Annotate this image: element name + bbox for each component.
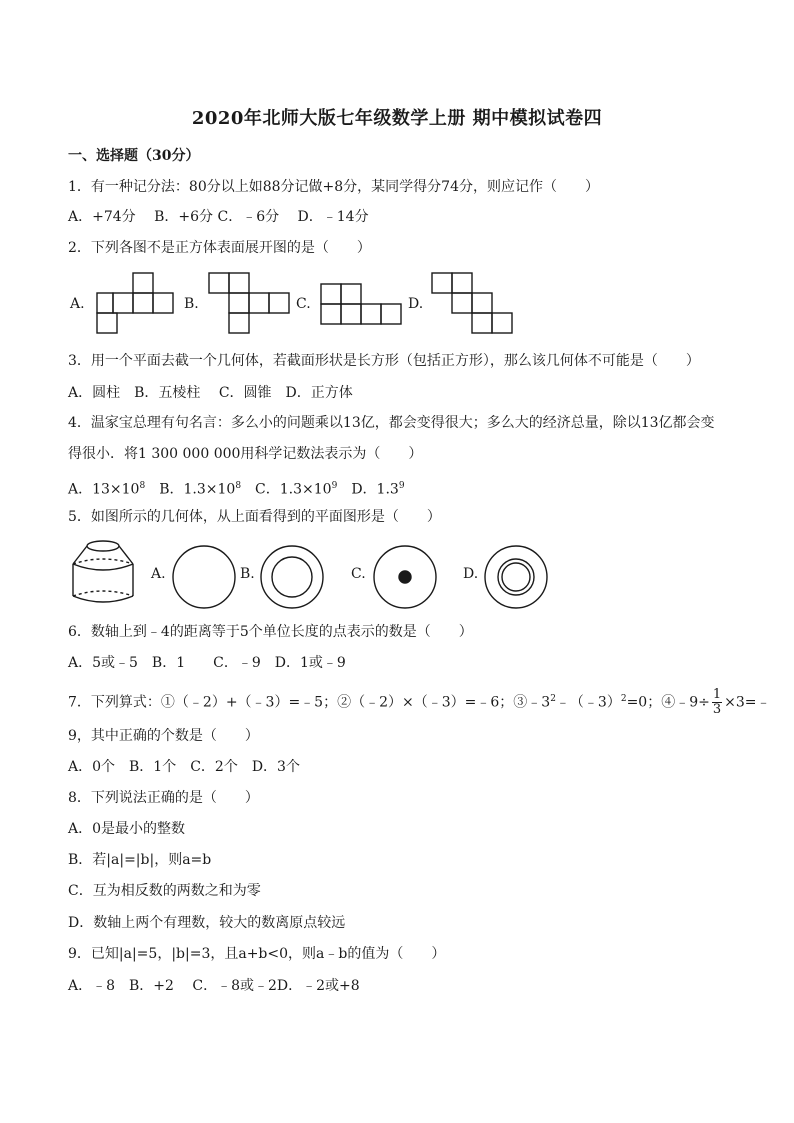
q7-fraction-denominator: 3 (712, 702, 722, 717)
q7-fraction-numerator: 1 (712, 687, 722, 702)
q2-label-b: B. (184, 296, 199, 312)
q3-stem: 3．用一个平面去截一个几何体，若截面形状是长方形（包括正方形），那么该几何体不可能是（ ） (68, 353, 700, 369)
q7-stem-part-d: ×3=﹣ (724, 694, 771, 711)
q5-option-a-circle (170, 543, 238, 611)
q8-option-c: C．互为相反数的两数之和为零 (68, 883, 261, 899)
q2-net-a (95, 272, 185, 336)
q4-option-d: D．1.3 (337, 481, 399, 498)
q2-label-d: D. (408, 296, 424, 312)
q4-option-c-exponent: 9 (331, 481, 338, 491)
q3-options: A．圆柱 B．五棱柱 C．圆锥 D．正方体 (68, 385, 353, 401)
q5-label-c: C. (351, 566, 366, 582)
q7-exponent-1: 2 (550, 693, 556, 704)
q2-label-c: C. (296, 296, 311, 312)
q1-stem: 1．有一种记分法：80分以上如88分记做+8分，某同学得分74分，则应记作（ ） (68, 179, 599, 195)
q2-label-a: A. (70, 296, 85, 312)
q7-stem-line2: 9，其中正确的个数是（ ） (68, 728, 259, 744)
q4-stem-line1: 4．温家宝总理有句名言：多么小的问题乘以13亿，都会变得很大；多么大的经济总量，除以13亿都会变 (68, 415, 715, 431)
q5-option-b-rings (258, 543, 326, 611)
q4-option-c: C．1.3×10 (241, 481, 332, 498)
q4-option-b: B．1.3×10 (145, 481, 236, 498)
q1-options: A．+74分 B．+6分 C．﹣6分 D．﹣14分 (68, 209, 369, 225)
q9-options: A．﹣8 B．+2 C．﹣8或﹣2D．﹣2或+8 (68, 978, 360, 994)
q6-stem: 6．数轴上到﹣4的距离等于5个单位长度的点表示的数是（ ） (68, 624, 473, 640)
q5-option-d-rings (482, 543, 550, 611)
q7-exponent-2: 2 (620, 693, 627, 704)
q2-stem: 2．下列各图不是正方体表面展开图的是（ ） (68, 240, 371, 256)
q9-stem: 9．已知|a|=5，|b|=3，且a+b<0，则a﹣b的值为（ ） (68, 946, 446, 962)
q7-options: A．0个 B．1个 C．2个 D．3个 (68, 759, 300, 775)
q4-options (68, 476, 405, 500)
section-heading: 一、选择题（30分） (68, 148, 200, 164)
q5-option-c-dot-circle (371, 543, 439, 611)
q2-net-b (207, 272, 295, 336)
q8-option-a: A．0是最小的整数 (68, 821, 186, 837)
q5-label-b: B. (240, 566, 255, 582)
q7-stem-line1 (68, 688, 771, 717)
q6-options: A．5或﹣5 B．1 C．﹣9 D．1或﹣9 (68, 655, 346, 671)
q8-option-d: D．数轴上两个有理数，较大的数离原点较远 (68, 915, 346, 931)
frustum-solid-figure (70, 538, 136, 608)
exam-title: 2020年北师大版七年级数学上册 期中模拟试卷四 (191, 108, 603, 129)
q5-label-a: A. (151, 566, 166, 582)
q2-net-d (430, 272, 518, 336)
q8-option-b: B．若|a|=|b|，则a=b (68, 852, 212, 868)
q2-net-c (319, 282, 409, 328)
q5-stem: 5．如图所示的几何体，从上面看得到的平面图形是（ ） (68, 509, 441, 525)
q7-stem-part-c: =0；④﹣9÷ (626, 694, 710, 711)
q5-label-d: D. (463, 566, 479, 582)
q7-stem-part-b: ﹣（﹣3） (555, 694, 621, 711)
q7-stem-part-a: 7．下列算式：①（﹣2）+（﹣3）=﹣5；②（﹣2）×（﹣3）=﹣6；③﹣3 (68, 694, 551, 711)
q4-stem-line2: 得很小．将1 300 000 000用科学记数法表示为（ ） (68, 446, 423, 462)
q8-stem: 8．下列说法正确的是（ ） (68, 790, 259, 806)
q4-option-d-exponent: 9 (398, 481, 405, 491)
q4-option-a: A．13×10 (68, 481, 140, 498)
q4-option-a-exponent: 8 (139, 481, 146, 491)
q4-option-b-exponent: 8 (235, 481, 242, 491)
q7-fraction (712, 688, 722, 717)
